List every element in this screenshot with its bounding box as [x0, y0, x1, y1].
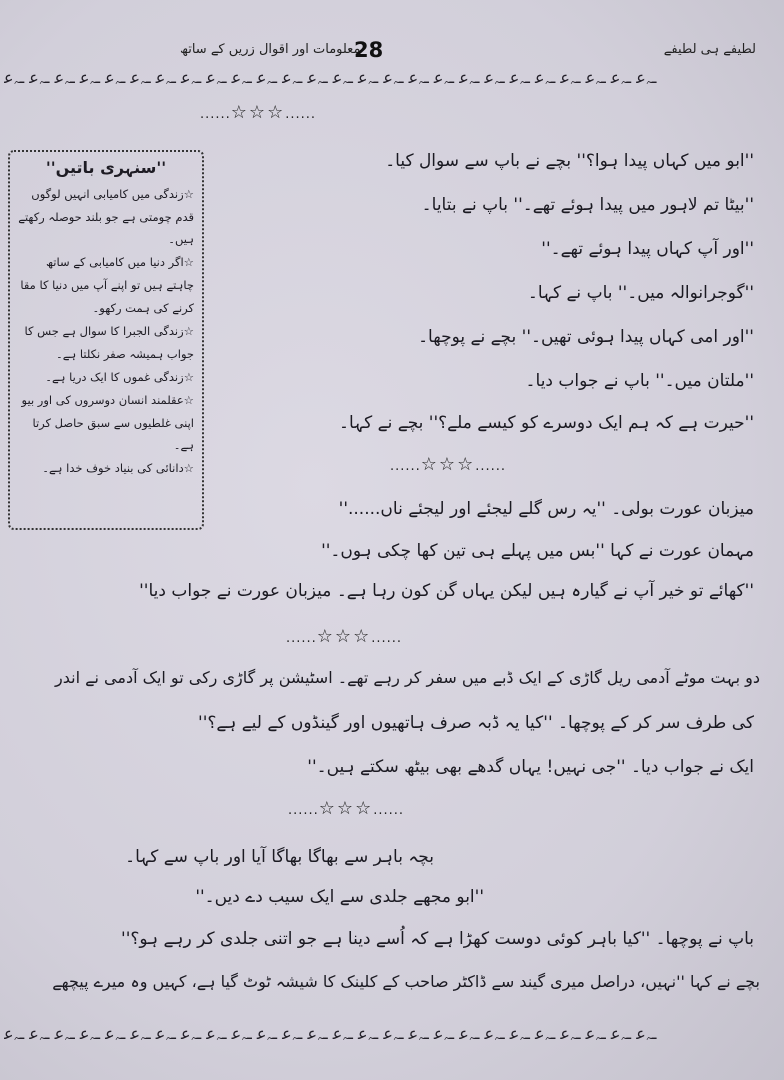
page-header [0, 38, 784, 68]
separator-stars: ☆☆☆ [230, 102, 286, 123]
separator-dots: ...... [285, 107, 317, 122]
joke-1-line: ''حیرت ہے کہ ہم ایک دوسرے کو کیسے ملے؟'' بچے نے کہا۔ [339, 413, 754, 433]
separator-dots: ...... [475, 459, 507, 474]
sidebar-line: ☆زندگی میں کامیابی انہیں لوگوں [31, 187, 194, 201]
joke-4-line: بچہ باہر سے بھاگا بھاگا آیا اور باپ سے کہا۔ [125, 847, 434, 867]
joke-3-line: کی طرف سر کر کے پوچھا۔ ''کیا یہ ڈبہ صرف ہاتھیوں اور گینڈوں کے لیے ہے؟'' [198, 713, 754, 733]
joke-3-line: ایک نے جواب دیا۔ ''جی نہیں! یہاں گدھے بھی بیٹھ سکتے ہیں۔'' [307, 757, 754, 777]
sidebar-line: ☆زندگی غموں کا ایک دریا ہے۔ [45, 370, 194, 384]
sidebar-line: کرنے کی ہمت رکھو۔ [92, 301, 194, 315]
sidebar-line: ☆زندگی الجبرا کا سوال ہے جس کا [24, 324, 194, 338]
sidebar-line: اپنی غلطیوں سے سبق حاصل کرتا ہے۔ [32, 416, 194, 452]
star-separator [200, 102, 316, 123]
sidebar-line: ☆اگر دنیا میں کامیابی کے ساتھ [45, 255, 194, 269]
joke-2-line: ''کھائے تو خیر آپ نے گیارہ ہیں لیکن یہاں گن کون رہا ہے۔ میزبان عورت نے جواب دیا'' [139, 581, 754, 601]
star-separator [286, 626, 402, 647]
top-decorative-border: ـﮧﻋ ـﮧﻋ ـﮧﻋ ـﮧﻋ ـﮧﻋ ـﮧﻋ ـﮧﻋ ـﮧﻋ ـﮧﻋ ـﮧﻋ ـﮧﻋ ـﮧﻋ ـﮧﻋ ـﮧﻋ ـﮧﻋ ـﮧﻋ ـﮧﻋ ـﮧﻋ ـﮧﻋ ـﮧﻋ ـﮧﻋ ـﮧﻋ ـﮧﻋ ـﮧﻋ ـﮧﻋ ـﮧﻋ [4, 68, 657, 86]
separator-dots: ...... [200, 107, 231, 122]
golden-sayings-box [8, 150, 204, 530]
joke-1-line: ''بیٹا تم لاہور میں پیدا ہوئے تھے۔'' باپ نے بتایا۔ [421, 195, 754, 215]
joke-3-line: دو بہت موٹے آدمی ریل گاڑی کے ایک ڈبے میں سفر کر رہے تھے۔ اسٹیشن پر گاڑی رکی تو ایک آدمی نے اندر [55, 668, 760, 687]
sidebar-line: ☆عقلمند انسان دوسروں کی اور بیو [21, 393, 194, 407]
separator-stars: ☆☆☆ [316, 626, 372, 647]
separator-dots: ...... [286, 631, 317, 646]
joke-1-line: ''ملتان میں۔'' باپ نے جواب دیا۔ [525, 371, 754, 391]
joke-1-line: ''ابو میں کہاں پیدا ہوا؟'' بچے نے باپ سے سوال کیا۔ [385, 151, 754, 171]
separator-stars: ☆☆☆ [318, 798, 374, 819]
joke-1-line: ''گوجرانوالہ میں۔'' باپ نے کہا۔ [527, 283, 754, 303]
sidebar-title: ''سنہری باتیں'' [45, 158, 167, 177]
separator-dots: ...... [390, 459, 421, 474]
joke-1-line: ''اور امی کہاں پیدا ہوئی تھیں۔'' بچے نے پوچھا۔ [418, 327, 754, 347]
bottom-decorative-border: ـﮧﻋ ـﮧﻋ ـﮧﻋ ـﮧﻋ ـﮧﻋ ـﮧﻋ ـﮧﻋ ـﮧﻋ ـﮧﻋ ـﮧﻋ ـﮧﻋ ـﮧﻋ ـﮧﻋ ـﮧﻋ ـﮧﻋ ـﮧﻋ ـﮧﻋ ـﮧﻋ ـﮧﻋ ـﮧﻋ ـﮧﻋ ـﮧﻋ ـﮧﻋ ـﮧﻋ ـﮧﻋ ـﮧﻋ [4, 1024, 657, 1042]
sidebar-line: چاہتے ہیں تو اپنے آپ میں دنیا کا مقا [20, 278, 194, 292]
separator-stars: ☆☆☆ [420, 454, 476, 475]
separator-dots: ...... [373, 803, 405, 818]
sidebar-line: ☆دانائی کی بنیاد خوف خدا ہے۔ [42, 461, 194, 475]
header-left-title: معلومات اور اقوال زریں کے ساتھ [180, 42, 361, 57]
joke-1-line: ''اور آپ کہاں پیدا ہوئے تھے۔'' [541, 239, 754, 259]
joke-2-line: میزبان عورت بولی۔ ''یہ رس گلے لیجئے اور لیجئے ناں......'' [338, 499, 754, 519]
page-number: 28 [354, 38, 384, 62]
joke-2-line: مہمان عورت نے کہا ''بس میں پہلے ہی تین کھا چکی ہوں۔'' [321, 541, 754, 561]
joke-4-line: باپ نے پوچھا۔ ''کیا باہر کوئی دوست کھڑا ہے کہ اُسے دینا ہے جو اتنی جلدی کر رہے ہو؟'' [121, 929, 754, 949]
star-separator [390, 454, 506, 475]
separator-dots: ...... [288, 803, 319, 818]
star-separator [288, 798, 404, 819]
joke-4-line: بچے نے کہا ''نہیں، دراصل میری گیند سے ڈاکٹر صاحب کے کلینک کا شیشہ ٹوٹ گیا ہے، کہیں وہ میرے پیچھے [52, 972, 760, 991]
header-right-title: لطیفے ہی لطیفے [663, 42, 756, 57]
joke-4-line: ''ابو مجھے جلدی سے ایک سیب دے دیں۔'' [195, 887, 484, 907]
sidebar-line: قدم چومتی ہے جو بلند حوصلہ رکھتے ہیں۔ [18, 210, 194, 246]
separator-dots: ...... [371, 631, 403, 646]
sidebar-line: جواب ہمیشہ صفر نکلتا ہے۔ [55, 347, 194, 361]
